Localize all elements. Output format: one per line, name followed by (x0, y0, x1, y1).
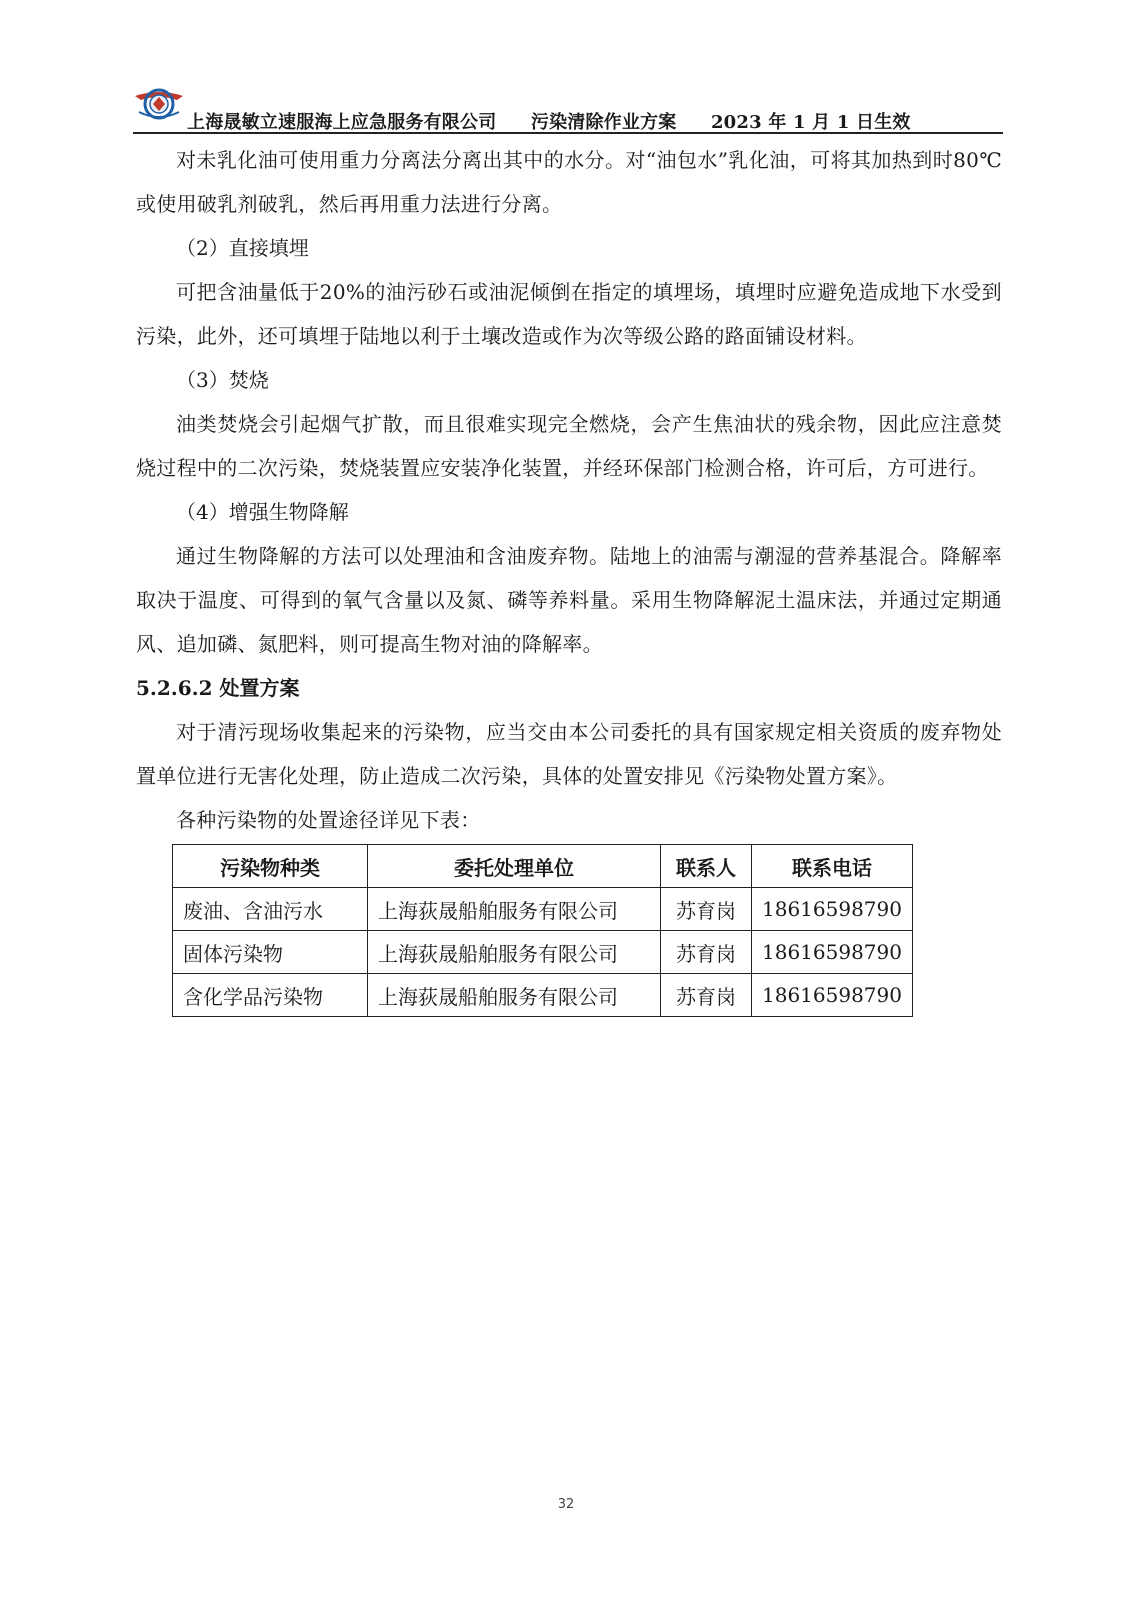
table-cell: 上海荻晟船舶服务有限公司 (368, 931, 661, 974)
page-header (133, 80, 1003, 136)
paragraph-disposal-plan: 对于清污现场收集起来的污染物，应当交由本公司委托的具有国家规定相关资质的废弃物处置单位进行无害化处理，防止造成二次污染，具体的处置安排见《污染物处置方案》。 (136, 720, 1002, 788)
table-cell: 上海荻晟船舶服务有限公司 (368, 888, 661, 931)
table-cell: 上海荻晟船舶服务有限公司 (368, 974, 661, 1017)
header-divider (133, 132, 1003, 134)
subheading-landfill: （2）直接填埋 (176, 236, 309, 260)
table-cell: 苏育岗 (661, 931, 752, 974)
table-cell: 苏育岗 (661, 888, 752, 931)
paragraph-table-intro: 各种污染物的处置途径详见下表： (176, 808, 481, 832)
subheading-incineration: （3）焚烧 (176, 368, 269, 392)
table-header-cell: 联系人 (661, 845, 752, 888)
table-header-cell: 联系电话 (752, 845, 913, 888)
subheading-biodegradation: （4）增强生物降解 (176, 500, 349, 524)
company-logo-icon (133, 82, 185, 122)
table-cell: 废油、含油污水 (173, 888, 368, 931)
table-header-cell: 委托处理单位 (368, 845, 661, 888)
table-cell: 18616598790 (752, 931, 913, 974)
header-effective-date: 2023 年 1 月 1 日生效 (710, 112, 911, 133)
page-number: 32 (557, 1497, 575, 1512)
paragraph-landfill: 可把含油量低于20%的油污砂石或油泥倾倒在指定的填埋场，填埋时应避免造成地下水受到污染，此外，还可填埋于陆地以利于土壤改造或作为次等级公路的路面铺设材料。 (136, 280, 1002, 348)
table-cell: 18616598790 (752, 888, 913, 931)
table-row (173, 888, 913, 931)
table-row (173, 931, 913, 974)
header-doc-title: 污染清除作业方案 (530, 112, 677, 133)
document-body (136, 138, 1002, 1017)
table-header-cell: 污染物种类 (173, 845, 368, 888)
paragraph-gravity-separation: 对未乳化油可使用重力分离法分离出其中的水分。对“油包水”乳化油，可将其加热到时80℃或使用破乳剂破乳，然后再用重力法进行分离。 (136, 148, 1002, 216)
paragraph-biodegradation: 通过生物降解的方法可以处理油和含油废弃物。陆地上的油需与潮湿的营养基混合。降解率取决于温度、可得到的氧气含量以及氮、磷等养料量。采用生物降解泥土温床法，并通过定期通风、追加磷、氮肥料，则可提高生物对油的降解率。 (136, 544, 1002, 656)
disposal-table (172, 844, 913, 1017)
table-cell: 含化学品污染物 (173, 974, 368, 1017)
section-title-disposal-plan: 5.2.6.2 处置方案 (136, 676, 300, 700)
disposal-table-wrapper (172, 844, 1002, 1017)
paragraph-incineration: 油类焚烧会引起烟气扩散，而且很难实现完全燃烧，会产生焦油状的残余物，因此应注意焚烧过程中的二次污染，焚烧装置应安装净化装置，并经环保部门检测合格，许可后，方可进行。 (136, 412, 1002, 480)
table-cell: 固体污染物 (173, 931, 368, 974)
table-row (173, 974, 913, 1017)
table-header-row (173, 845, 913, 888)
header-company: 上海晟敏立速服海上应急服务有限公司 (187, 112, 497, 133)
header-title-line (187, 108, 911, 134)
table-cell: 苏育岗 (661, 974, 752, 1017)
table-cell: 18616598790 (752, 974, 913, 1017)
